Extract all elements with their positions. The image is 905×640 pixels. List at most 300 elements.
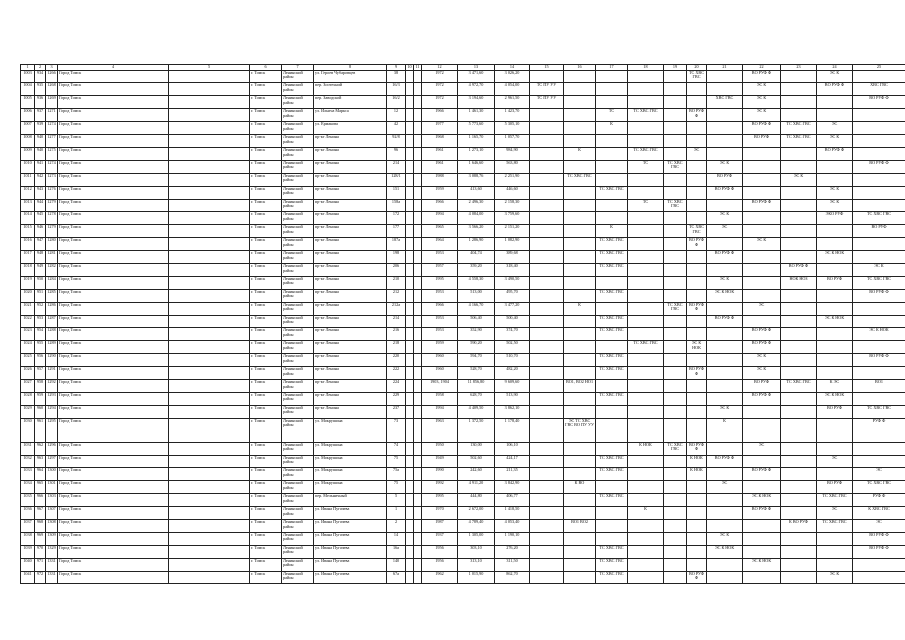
table-cell: К (628, 507, 664, 520)
table-cell: ВО РУФ (743, 379, 781, 392)
table-cell: 1041 (21, 571, 35, 584)
table-cell (853, 315, 905, 328)
table-cell (664, 225, 687, 238)
table-cell: пр-кт Ленина (314, 199, 387, 212)
table-cell: ТС ХВС ГВС (628, 341, 664, 354)
table-cell: 970 (35, 545, 46, 558)
table-cell: 967 (35, 507, 46, 520)
column-number-cell: 4 (58, 65, 169, 71)
table-cell (687, 494, 707, 507)
table-cell (564, 212, 596, 225)
table-cell (817, 545, 853, 558)
table-cell (169, 405, 250, 418)
table-cell: 1977 (422, 122, 458, 135)
table-cell: 1331 (46, 571, 58, 584)
table-cell: 1308 (46, 519, 58, 532)
table-cell (781, 532, 817, 545)
table-cell: Ленинский район (282, 392, 314, 405)
table-cell: 92/8 (387, 135, 406, 148)
table-cell: ЭС К НОК (743, 558, 781, 571)
table-cell: 4 409,50 (458, 405, 495, 418)
table-cell: г. Томск (250, 392, 282, 405)
table-cell: 374,70 (495, 328, 530, 341)
table-cell: 1038 (21, 532, 35, 545)
table-cell: 313,10 (458, 558, 495, 571)
table-cell: ВО РУФ Ф (743, 468, 781, 481)
table-cell: г. Томск (250, 418, 282, 442)
table-cell (664, 173, 687, 186)
table-cell: 1956 (422, 545, 458, 558)
table-cell (564, 367, 596, 380)
table-cell (853, 367, 905, 380)
table-cell (414, 276, 422, 289)
table-cell: г. Томск (250, 315, 282, 328)
table-cell: ЭС К (743, 109, 781, 122)
table-cell: пр-кт Ленина (314, 302, 387, 315)
table-cell (687, 354, 707, 367)
table-cell: 500,40 (495, 315, 530, 328)
table-cell (853, 251, 905, 264)
table-cell: 1285 (46, 289, 58, 302)
table-cell: 359,20 (458, 263, 495, 276)
table-cell (564, 135, 596, 148)
table-row (21, 532, 905, 545)
table-cell: 406,77 (495, 494, 530, 507)
table-cell (687, 507, 707, 520)
table-cell (707, 519, 743, 532)
table-cell: 1966 (422, 109, 458, 122)
table-cell: 1297 (46, 455, 58, 468)
table-cell: ХВС ГВС (707, 96, 743, 109)
table-cell: 16/2 (387, 96, 406, 109)
table-cell (564, 186, 596, 199)
table-cell: ВО РУФ Ф (687, 442, 707, 455)
table-cell (406, 70, 414, 83)
table-cell (664, 109, 687, 122)
table-cell: 1027 (21, 379, 35, 392)
table-cell (596, 405, 628, 418)
table-cell: ул. Ивана Пугачева (314, 507, 387, 520)
table-cell: г. Томск (250, 238, 282, 251)
table-cell: Город Томск (58, 494, 169, 507)
table-cell: ТС ХВС ГВС (596, 392, 628, 405)
table-cell (664, 341, 687, 354)
table-cell: 2 672,00 (458, 507, 495, 520)
table-cell: Ленинский район (282, 238, 314, 251)
table-cell: ул. Ивана Пугачева (314, 532, 387, 545)
table-cell: ТС ХВС ГВС (564, 173, 596, 186)
table-cell (169, 263, 250, 276)
table-cell: К (596, 225, 628, 238)
table-cell: ул. Мокрушина (314, 455, 387, 468)
table-cell (687, 558, 707, 571)
table-cell: пр-кт Ленина (314, 212, 387, 225)
table-cell: ЭС К (707, 276, 743, 289)
table-cell (628, 455, 664, 468)
table-cell (687, 418, 707, 442)
table-cell: Ленинский район (282, 328, 314, 341)
table-cell: 1331 (46, 558, 58, 571)
column-number-cell: 1 (21, 65, 35, 71)
table-cell: ТС (628, 160, 664, 173)
table-cell: 935 (35, 83, 46, 96)
table-cell (414, 442, 422, 455)
table-cell: НОК НОЗ (781, 276, 817, 289)
table-cell (781, 251, 817, 264)
table-cell: 1277 (46, 135, 58, 148)
table-cell (664, 405, 687, 418)
table-cell: 3 194,60 (458, 96, 495, 109)
table-cell: 1008 (21, 135, 35, 148)
table-cell: 1020 (21, 289, 35, 302)
table-cell (169, 83, 250, 96)
table-cell: г. Томск (250, 276, 282, 289)
table-cell: 1289 (46, 341, 58, 354)
table-row (21, 481, 905, 494)
table-cell: 3 862,10 (495, 405, 530, 418)
table-cell: 1279 (46, 225, 58, 238)
table-cell: 1016 (21, 238, 35, 251)
table-cell (414, 251, 422, 264)
table-cell: ЭС (707, 481, 743, 494)
table-cell: г. Томск (250, 481, 282, 494)
table-cell: 943 (35, 186, 46, 199)
table-cell: Ленинский район (282, 494, 314, 507)
table-cell (664, 481, 687, 494)
table-cell: 446,60 (495, 186, 530, 199)
table-cell: ВО РУФ Ф (687, 238, 707, 251)
table-cell (664, 532, 687, 545)
table-cell: 1271 (46, 109, 58, 122)
table-cell: 1295 (46, 418, 58, 442)
table-cell (664, 276, 687, 289)
table-cell (406, 315, 414, 328)
table-cell (817, 532, 853, 545)
table-cell (530, 392, 564, 405)
table-cell (687, 135, 707, 148)
table-row (21, 455, 905, 468)
table-cell: ТС ХВС ГВС (853, 212, 905, 225)
table-cell: 1 165,70 (458, 135, 495, 148)
table-cell (781, 405, 817, 418)
table-cell: Город Томск (58, 289, 169, 302)
table-cell: 311,50 (495, 558, 530, 571)
table-cell: г. Томск (250, 160, 282, 173)
table-cell (628, 173, 664, 186)
table-cell (664, 392, 687, 405)
table-cell (530, 302, 564, 315)
table-cell (687, 405, 707, 418)
table-cell: г. Томск (250, 405, 282, 418)
table-cell: 5 305,10 (495, 122, 530, 135)
table-cell (564, 558, 596, 571)
table-cell: г. Томск (250, 519, 282, 532)
table-cell: 1 461,30 (458, 109, 495, 122)
table-cell (530, 109, 564, 122)
table-cell: ТС ХВС ГВС (596, 558, 628, 571)
table-cell (414, 238, 422, 251)
table-cell: 482,20 (495, 367, 530, 380)
table-cell: ЭС К НОК (817, 392, 853, 405)
table-cell (169, 494, 250, 507)
table-cell: Ленинский район (282, 341, 314, 354)
table-cell (530, 70, 564, 83)
table-cell: 5 (387, 494, 406, 507)
table-cell: К ХВС ГВС (853, 507, 905, 520)
table-cell: ЭС К (707, 532, 743, 545)
table-cell: 1966 (422, 199, 458, 212)
column-number-cell: 12 (422, 65, 458, 71)
table-cell: ЭС (853, 519, 905, 532)
table-row (21, 173, 905, 186)
table-cell: пр-кт Ленина (314, 315, 387, 328)
table-cell (414, 315, 422, 328)
table-cell: 1019 (21, 276, 35, 289)
table-cell (530, 289, 564, 302)
table-cell: ХВС ГВС (853, 83, 905, 96)
table-cell (406, 173, 414, 186)
column-number-cell: 9 (387, 65, 406, 71)
table-cell: ВО РУФ Ф (853, 532, 905, 545)
table-cell: пр-кт Ленина (314, 405, 387, 418)
table-cell: ЭС (687, 147, 707, 160)
table-cell (530, 468, 564, 481)
table-cell: 276,20 (495, 545, 530, 558)
table-cell (414, 96, 422, 109)
table-cell: 1301 (46, 481, 58, 494)
table-cell: 1278 (46, 212, 58, 225)
table-cell: 216 (387, 328, 406, 341)
table-cell (414, 109, 422, 122)
table-cell (530, 571, 564, 584)
table-cell (169, 109, 250, 122)
table-cell: 158а (387, 199, 406, 212)
table-cell: 413,60 (458, 186, 495, 199)
table-cell: 1965 (422, 225, 458, 238)
table-cell: пр-кт Ленина (314, 147, 387, 160)
table-cell: ВО РУФ Ф (707, 315, 743, 328)
table-cell (530, 507, 564, 520)
table-cell: г. Томск (250, 494, 282, 507)
table-cell (414, 173, 422, 186)
table-cell (707, 109, 743, 122)
table-cell: 1015 (21, 225, 35, 238)
table-cell: 75а (387, 468, 406, 481)
table-cell (530, 367, 564, 380)
table-cell: г. Томск (250, 263, 282, 276)
table-cell: ТС ХВС ГВС (628, 147, 664, 160)
table-cell (707, 354, 743, 367)
table-cell (817, 225, 853, 238)
table-cell: Ленинский район (282, 109, 314, 122)
table-cell: ВО РУФ Ф (743, 328, 781, 341)
table-cell (406, 238, 414, 251)
table-cell: г. Томск (250, 545, 282, 558)
table-cell (781, 147, 817, 160)
table-cell: ВО РУФ (817, 276, 853, 289)
table-cell: пр-кт Ленина (314, 225, 387, 238)
table-cell: 14 (387, 532, 406, 545)
table-cell: 940 (35, 135, 46, 148)
table-cell: 214 (387, 160, 406, 173)
table-cell: ВО РУФ (817, 481, 853, 494)
table-cell (564, 507, 596, 520)
table-cell: г. Томск (250, 571, 282, 584)
table-cell (628, 251, 664, 264)
table-cell (564, 468, 596, 481)
table-cell (781, 212, 817, 225)
table-cell (707, 558, 743, 571)
table-cell (564, 199, 596, 212)
table-cell: ВО РУФ Ф (853, 289, 905, 302)
table-cell: ТС ХВС ГВС (781, 122, 817, 135)
table-cell (406, 276, 414, 289)
table-cell (169, 122, 250, 135)
table-cell (781, 507, 817, 520)
table-cell: Ленинский район (282, 558, 314, 571)
table-cell: 506,40 (458, 315, 495, 328)
table-cell (414, 418, 422, 442)
table-cell (707, 302, 743, 315)
table-cell (530, 199, 564, 212)
table-cell: 1995 (422, 276, 458, 289)
table-cell (628, 70, 664, 83)
table-cell (628, 367, 664, 380)
table-cell: К НОК (628, 442, 664, 455)
column-number-cell: 22 (743, 65, 781, 71)
table-cell: Ленинский район (282, 147, 314, 160)
table-cell (596, 83, 628, 96)
table-cell: 1284 (46, 276, 58, 289)
table-cell (530, 379, 564, 392)
table-cell: г. Томск (250, 96, 282, 109)
table-cell: пер. Зоотехний (314, 83, 387, 96)
table-cell: ВО РУФ Ф (687, 571, 707, 584)
table-cell: 1011 (21, 173, 35, 186)
table-cell (596, 276, 628, 289)
table-cell: 1 305,00 (458, 532, 495, 545)
table-cell (687, 276, 707, 289)
table-cell (169, 367, 250, 380)
table-cell (687, 83, 707, 96)
table-cell (664, 494, 687, 507)
table-cell (743, 571, 781, 584)
table-cell: ЭС К (743, 238, 781, 251)
table-cell (664, 468, 687, 481)
table-cell: 222 (387, 367, 406, 380)
table-cell: 16а (387, 545, 406, 558)
table-cell (817, 341, 853, 354)
table-cell: 3 471,60 (458, 70, 495, 83)
table-cell (406, 455, 414, 468)
table-cell: 1 015,90 (458, 571, 495, 584)
table-cell (687, 160, 707, 173)
table-cell: 1009 (21, 147, 35, 160)
table-cell (664, 367, 687, 380)
table-cell (414, 545, 422, 558)
table-cell: ТС (596, 109, 628, 122)
table-cell (169, 238, 250, 251)
table-cell: 211,35 (495, 468, 530, 481)
table-cell: 1030 (21, 418, 35, 442)
table-cell (169, 481, 250, 494)
table-cell: ВО РУФ Ф (853, 354, 905, 367)
table-cell (628, 392, 664, 405)
table-cell: 1994 (422, 405, 458, 418)
table-cell (169, 315, 250, 328)
column-number-cell: 25 (853, 65, 905, 71)
table-cell: 404,74 (458, 251, 495, 264)
table-cell (596, 442, 628, 455)
table-cell (530, 173, 564, 186)
table-cell: РУФ Ф (853, 494, 905, 507)
column-number-cell: 2 (35, 65, 46, 71)
table-cell: 969 (35, 532, 46, 545)
table-cell: ВО РУФ Ф (707, 455, 743, 468)
table-cell: пр-кт Ленина (314, 354, 387, 367)
table-cell: 1291 (46, 367, 58, 380)
table-cell (853, 392, 905, 405)
table-cell: 210 (387, 276, 406, 289)
table-cell (414, 354, 422, 367)
table-cell: ВО1 (853, 379, 905, 392)
table-cell (781, 545, 817, 558)
table-cell: 968 (35, 519, 46, 532)
table-cell (781, 558, 817, 571)
table-cell: ВО РУФ (707, 173, 743, 186)
table-cell: Город Томск (58, 276, 169, 289)
table-cell (743, 545, 781, 558)
table-cell: 959 (35, 392, 46, 405)
table-cell (853, 442, 905, 455)
table-cell (628, 122, 664, 135)
table-cell: 1037 (21, 519, 35, 532)
table-cell: пр-кт Ленина (314, 251, 387, 264)
table-cell (781, 354, 817, 367)
table-cell: 1275 (46, 147, 58, 160)
table-cell: 1279 (46, 199, 58, 212)
table-row (21, 276, 905, 289)
table-cell (687, 173, 707, 186)
table-cell (564, 341, 596, 354)
table-cell (707, 379, 743, 392)
table-cell: 1031 (21, 442, 35, 455)
table-cell: 1280 (46, 238, 58, 251)
table-cell: Ленинский район (282, 251, 314, 264)
table-cell (406, 519, 414, 532)
table-cell: ТС ХВС ГВС (596, 455, 628, 468)
table-row (21, 379, 905, 392)
column-number-cell: 15 (530, 65, 564, 71)
table-cell: 963 (35, 455, 46, 468)
table-cell: 940 (35, 147, 46, 160)
table-cell (406, 494, 414, 507)
table-cell (664, 135, 687, 148)
table-cell: ВО РУФ (853, 225, 905, 238)
table-cell: ЭС К (817, 186, 853, 199)
table-cell: 444,80 (458, 494, 495, 507)
table-cell (743, 186, 781, 199)
table-cell (169, 135, 250, 148)
table-cell: 2 151,20 (495, 225, 530, 238)
table-cell (853, 571, 905, 584)
table-cell: Ленинский район (282, 532, 314, 545)
table-cell: 5 773,60 (458, 122, 495, 135)
table-cell (169, 532, 250, 545)
table-cell (564, 289, 596, 302)
table-cell: г. Томск (250, 468, 282, 481)
table-cell (414, 392, 422, 405)
